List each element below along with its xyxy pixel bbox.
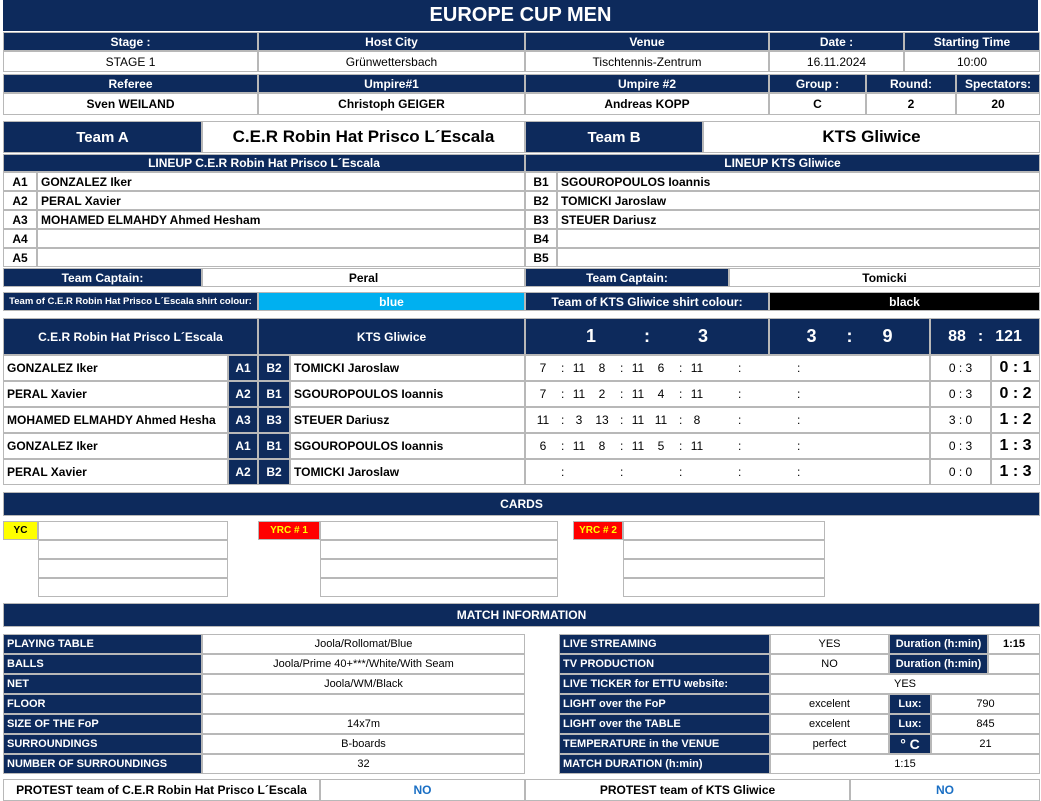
lineup-b-player xyxy=(557,248,1040,267)
set-colon: : xyxy=(620,413,624,427)
official-header: Referee xyxy=(3,74,258,93)
match-info-value: YES xyxy=(770,634,889,654)
official-value: Sven WEILAND xyxy=(3,93,258,115)
lux-value: 845 xyxy=(931,714,1040,734)
card-label: YRC # 2 xyxy=(573,521,623,540)
match-info-label: LIVE TICKER for ETTU website: xyxy=(559,674,770,694)
set-score-a: 6 xyxy=(657,361,665,375)
match-code-a: A1 xyxy=(228,355,258,381)
set-colon: : xyxy=(738,361,742,375)
set-colon: : xyxy=(620,465,624,479)
set-colon: : xyxy=(797,413,801,427)
points-a: 88 xyxy=(948,327,966,345)
protest-a-label: PROTEST team of C.E.R Robin Hat Prisco L´Escala xyxy=(3,779,320,801)
match-info-value: excelent xyxy=(770,694,889,714)
set-colon: : xyxy=(738,465,742,479)
lineup-a-player xyxy=(37,229,525,248)
captain-b-label: Team Captain: xyxy=(525,268,729,287)
match-info-title: MATCH INFORMATION xyxy=(3,603,1040,627)
set-colon: : xyxy=(561,439,565,453)
cards-title: CARDS xyxy=(3,492,1040,516)
lux-label: Lux: xyxy=(889,694,931,714)
match-games: 0 : 0 xyxy=(930,459,991,485)
match-player-b: SGOUROPOULOS Ioannis xyxy=(290,381,525,407)
set-score-b: 11 xyxy=(572,439,586,453)
lineup-b-player: STEUER Dariusz xyxy=(557,210,1040,229)
lineup-a-code: A2 xyxy=(3,191,37,210)
lineup-a-player: GONZALEZ Iker xyxy=(37,172,525,191)
matches-a: 1 xyxy=(585,326,596,346)
match-info-label: NUMBER OF SURROUNDINGS xyxy=(3,754,202,774)
match-info-label: BALLS xyxy=(3,654,202,674)
match-code-a: A1 xyxy=(228,433,258,459)
match-sets xyxy=(525,407,930,433)
match-player-a: MOHAMED ELMAHDY Ahmed Hesha xyxy=(3,407,228,433)
games-a: 3 xyxy=(806,326,817,346)
match-code-a: A3 xyxy=(228,407,258,433)
match-sets xyxy=(525,381,930,407)
official-value: Andreas KOPP xyxy=(525,93,769,115)
set-colon: : xyxy=(797,465,801,479)
official-value: Christoph GEIGER xyxy=(258,93,525,115)
card-label: YC xyxy=(3,521,38,540)
set-colon: : xyxy=(620,387,624,401)
set-score-b: 11 xyxy=(631,387,645,401)
captain-b-value: Tomicki xyxy=(729,268,1040,287)
lineup-b-player xyxy=(557,229,1040,248)
set-score-a: 2 xyxy=(598,387,606,401)
colon: : xyxy=(977,327,984,345)
set-colon: : xyxy=(679,439,683,453)
set-score-b: 11 xyxy=(631,361,645,375)
match-player-a: GONZALEZ Iker xyxy=(3,433,228,459)
match-games: 0 : 3 xyxy=(930,355,991,381)
set-score-a: 4 xyxy=(657,387,665,401)
match-games: 0 : 3 xyxy=(930,381,991,407)
lineup-b-code: B1 xyxy=(525,172,557,191)
lineup-a-player: PERAL Xavier xyxy=(37,191,525,210)
set-score-a: 13 xyxy=(595,413,609,427)
lineup-a-title: LINEUP C.E.R Robin Hat Prisco L´Escala xyxy=(3,154,525,172)
team-b-label: Team B xyxy=(525,121,703,153)
shirt-b-label: Team of KTS Gliwice shirt colour: xyxy=(525,292,769,311)
lineup-a-player: MOHAMED ELMAHDY Ahmed Hesham xyxy=(37,210,525,229)
set-colon: : xyxy=(679,387,683,401)
lineup-a-code: A4 xyxy=(3,229,37,248)
lux-value: 790 xyxy=(931,694,1040,714)
match-code-b: B2 xyxy=(258,355,290,381)
temperature-unit: ° C xyxy=(889,734,931,754)
temperature-value: 21 xyxy=(931,734,1040,754)
match-info-label: FLOOR xyxy=(3,694,202,714)
card-entry[interactable] xyxy=(38,578,228,597)
match-code-b: B1 xyxy=(258,433,290,459)
lineup-a-code: A1 xyxy=(3,172,37,191)
info-header: Date : xyxy=(769,32,904,51)
lineup-a-player xyxy=(37,248,525,267)
shirt-b-value: black xyxy=(769,292,1040,311)
set-colon: : xyxy=(620,439,624,453)
card-entry[interactable] xyxy=(623,540,825,559)
shirt-a-label: Team of C.E.R Robin Hat Prisco L´Escala shirt colour: xyxy=(3,292,258,311)
set-colon: : xyxy=(738,387,742,401)
lineup-b-code: B5 xyxy=(525,248,557,267)
set-score-b: 11 xyxy=(690,387,704,401)
official-header: Umpire#1 xyxy=(258,74,525,93)
set-score-a: 11 xyxy=(654,413,668,427)
match-info-label: NET xyxy=(3,674,202,694)
card-entry[interactable] xyxy=(320,521,558,540)
results-team-a: C.E.R Robin Hat Prisco L´Escala xyxy=(3,318,258,355)
duration-value: 1:15 xyxy=(988,634,1040,654)
match-sets xyxy=(525,355,930,381)
set-colon: : xyxy=(561,413,565,427)
info-value: 10:00 xyxy=(904,51,1040,72)
team-a-name: C.E.R Robin Hat Prisco L´Escala xyxy=(202,121,525,153)
info-value: 16.11.2024 xyxy=(769,51,904,72)
match-info-value: YES xyxy=(770,674,1040,694)
colon: : xyxy=(846,326,853,346)
match-info-value: Joola/WM/Black xyxy=(202,674,525,694)
protest-b-value: NO xyxy=(850,779,1040,801)
card-entry[interactable] xyxy=(38,540,228,559)
set-colon: : xyxy=(738,439,742,453)
lineup-b-player: TOMICKI Jaroslaw xyxy=(557,191,1040,210)
lineup-a-code: A5 xyxy=(3,248,37,267)
match-code-b: B3 xyxy=(258,407,290,433)
info-header: Venue xyxy=(525,32,769,51)
card-entry[interactable] xyxy=(38,559,228,578)
match-player-b: TOMICKI Jaroslaw xyxy=(290,459,525,485)
match-player-a: PERAL Xavier xyxy=(3,381,228,407)
official-header: Round: xyxy=(866,74,956,93)
lineup-b-code: B2 xyxy=(525,191,557,210)
card-entry[interactable] xyxy=(320,559,558,578)
lineup-a-code: A3 xyxy=(3,210,37,229)
match-info-value xyxy=(202,694,525,714)
set-score-a: 8 xyxy=(598,439,606,453)
match-games: 3 : 0 xyxy=(930,407,991,433)
set-colon: : xyxy=(797,361,801,375)
match-info-value: excelent xyxy=(770,714,889,734)
match-player-b: STEUER Dariusz xyxy=(290,407,525,433)
match-code-a: A2 xyxy=(228,459,258,485)
lineup-b-code: B4 xyxy=(525,229,557,248)
protest-b-label: PROTEST team of KTS Gliwice xyxy=(525,779,850,801)
info-header: Starting Time xyxy=(904,32,1040,51)
lineup-b-player: SGOUROPOULOS Ioannis xyxy=(557,172,1040,191)
match-code-b: B2 xyxy=(258,459,290,485)
match-info-label: LIGHT over the TABLE xyxy=(559,714,770,734)
lux-label: Lux: xyxy=(889,714,931,734)
card-label: YRC # 1 xyxy=(258,521,320,540)
set-score-b: 11 xyxy=(690,439,704,453)
set-colon: : xyxy=(561,387,565,401)
team-b-name: KTS Gliwice xyxy=(703,121,1040,153)
match-running-score: 1 : 3 xyxy=(991,433,1040,459)
set-colon: : xyxy=(797,387,801,401)
official-header: Spectators: xyxy=(956,74,1040,93)
set-score-b: 3 xyxy=(575,413,583,427)
protest-a-value: NO xyxy=(320,779,525,801)
match-info-value: perfect xyxy=(770,734,889,754)
match-running-score: 1 : 2 xyxy=(991,407,1040,433)
info-value: STAGE 1 xyxy=(3,51,258,72)
set-score-a: 5 xyxy=(657,439,665,453)
match-player-a: PERAL Xavier xyxy=(3,459,228,485)
set-colon: : xyxy=(561,361,565,375)
card-entry[interactable] xyxy=(623,578,825,597)
matches-b: 3 xyxy=(698,326,709,346)
official-value: 2 xyxy=(866,93,956,115)
games-b: 9 xyxy=(882,326,893,346)
team-a-label: Team A xyxy=(3,121,202,153)
set-score-b: 11 xyxy=(690,361,704,375)
match-info-value: 14x7m xyxy=(202,714,525,734)
info-value: Tischtennis-Zentrum xyxy=(525,51,769,72)
set-score-a: 6 xyxy=(539,439,547,453)
results-team-b: KTS Gliwice xyxy=(258,318,525,355)
card-entry[interactable] xyxy=(320,578,558,597)
match-code-b: B1 xyxy=(258,381,290,407)
set-colon: : xyxy=(620,361,624,375)
match-info-value: B-boards xyxy=(202,734,525,754)
match-games: 0 : 3 xyxy=(930,433,991,459)
set-colon: : xyxy=(679,361,683,375)
match-info-label: SURROUNDINGS xyxy=(3,734,202,754)
card-entry[interactable] xyxy=(320,540,558,559)
captain-a-value: Peral xyxy=(202,268,525,287)
set-colon: : xyxy=(797,439,801,453)
match-sets xyxy=(525,433,930,459)
set-colon: : xyxy=(738,413,742,427)
duration-value xyxy=(988,654,1040,674)
match-info-value: Joola/Prime 40+***/White/With Seam xyxy=(202,654,525,674)
matches-score xyxy=(525,318,769,355)
lineup-b-title: LINEUP KTS Gliwice xyxy=(525,154,1040,172)
lineup-b-code: B3 xyxy=(525,210,557,229)
match-info-value: NO xyxy=(770,654,889,674)
info-header: Host City xyxy=(258,32,525,51)
official-header: Umpire #2 xyxy=(525,74,769,93)
points-score xyxy=(930,318,1040,355)
set-score-a: 7 xyxy=(539,387,547,401)
page-title: EUROPE CUP MEN xyxy=(3,0,1038,31)
set-score-b: 11 xyxy=(631,413,645,427)
set-score-b: 11 xyxy=(631,439,645,453)
info-value: Grünwettersbach xyxy=(258,51,525,72)
card-entry[interactable] xyxy=(623,559,825,578)
card-entry[interactable] xyxy=(623,521,825,540)
points-b: 121 xyxy=(995,327,1022,345)
match-info-label: MATCH DURATION (h:min) xyxy=(559,754,770,774)
match-sets xyxy=(525,459,930,485)
set-score-a: 7 xyxy=(539,361,547,375)
set-score-a: 11 xyxy=(536,413,550,427)
match-player-b: SGOUROPOULOS Ioannis xyxy=(290,433,525,459)
match-running-score: 0 : 2 xyxy=(991,381,1040,407)
match-info-label: PLAYING TABLE xyxy=(3,634,202,654)
match-info-label: TV PRODUCTION xyxy=(559,654,770,674)
official-value: C xyxy=(769,93,866,115)
match-info-label: LIVE STREAMING xyxy=(559,634,770,654)
match-info-value: 32 xyxy=(202,754,525,774)
set-score-a: 8 xyxy=(598,361,606,375)
games-score xyxy=(769,318,930,355)
duration-label: Duration (h:min) xyxy=(889,654,988,674)
set-score-b: 11 xyxy=(572,387,586,401)
match-info-value: Joola/Rollomat/Blue xyxy=(202,634,525,654)
match-info-label: LIGHT over the FoP xyxy=(559,694,770,714)
official-header: Group : xyxy=(769,74,866,93)
set-score-b: 8 xyxy=(693,413,701,427)
colon: : xyxy=(644,326,650,346)
card-entry[interactable] xyxy=(38,521,228,540)
captain-a-label: Team Captain: xyxy=(3,268,202,287)
match-player-a: GONZALEZ Iker xyxy=(3,355,228,381)
set-colon: : xyxy=(679,413,683,427)
match-info-label: SIZE OF THE FoP xyxy=(3,714,202,734)
official-value: 20 xyxy=(956,93,1040,115)
set-score-b: 11 xyxy=(572,361,586,375)
duration-label: Duration (h:min) xyxy=(889,634,988,654)
info-header: Stage : xyxy=(3,32,258,51)
set-colon: : xyxy=(679,465,683,479)
match-player-b: TOMICKI Jaroslaw xyxy=(290,355,525,381)
match-running-score: 0 : 1 xyxy=(991,355,1040,381)
match-running-score: 1 : 3 xyxy=(991,459,1040,485)
match-info-value: 1:15 xyxy=(770,754,1040,774)
match-code-a: A2 xyxy=(228,381,258,407)
match-info-label: TEMPERATURE in the VENUE xyxy=(559,734,770,754)
shirt-a-value: blue xyxy=(258,292,525,311)
set-colon: : xyxy=(561,465,565,479)
